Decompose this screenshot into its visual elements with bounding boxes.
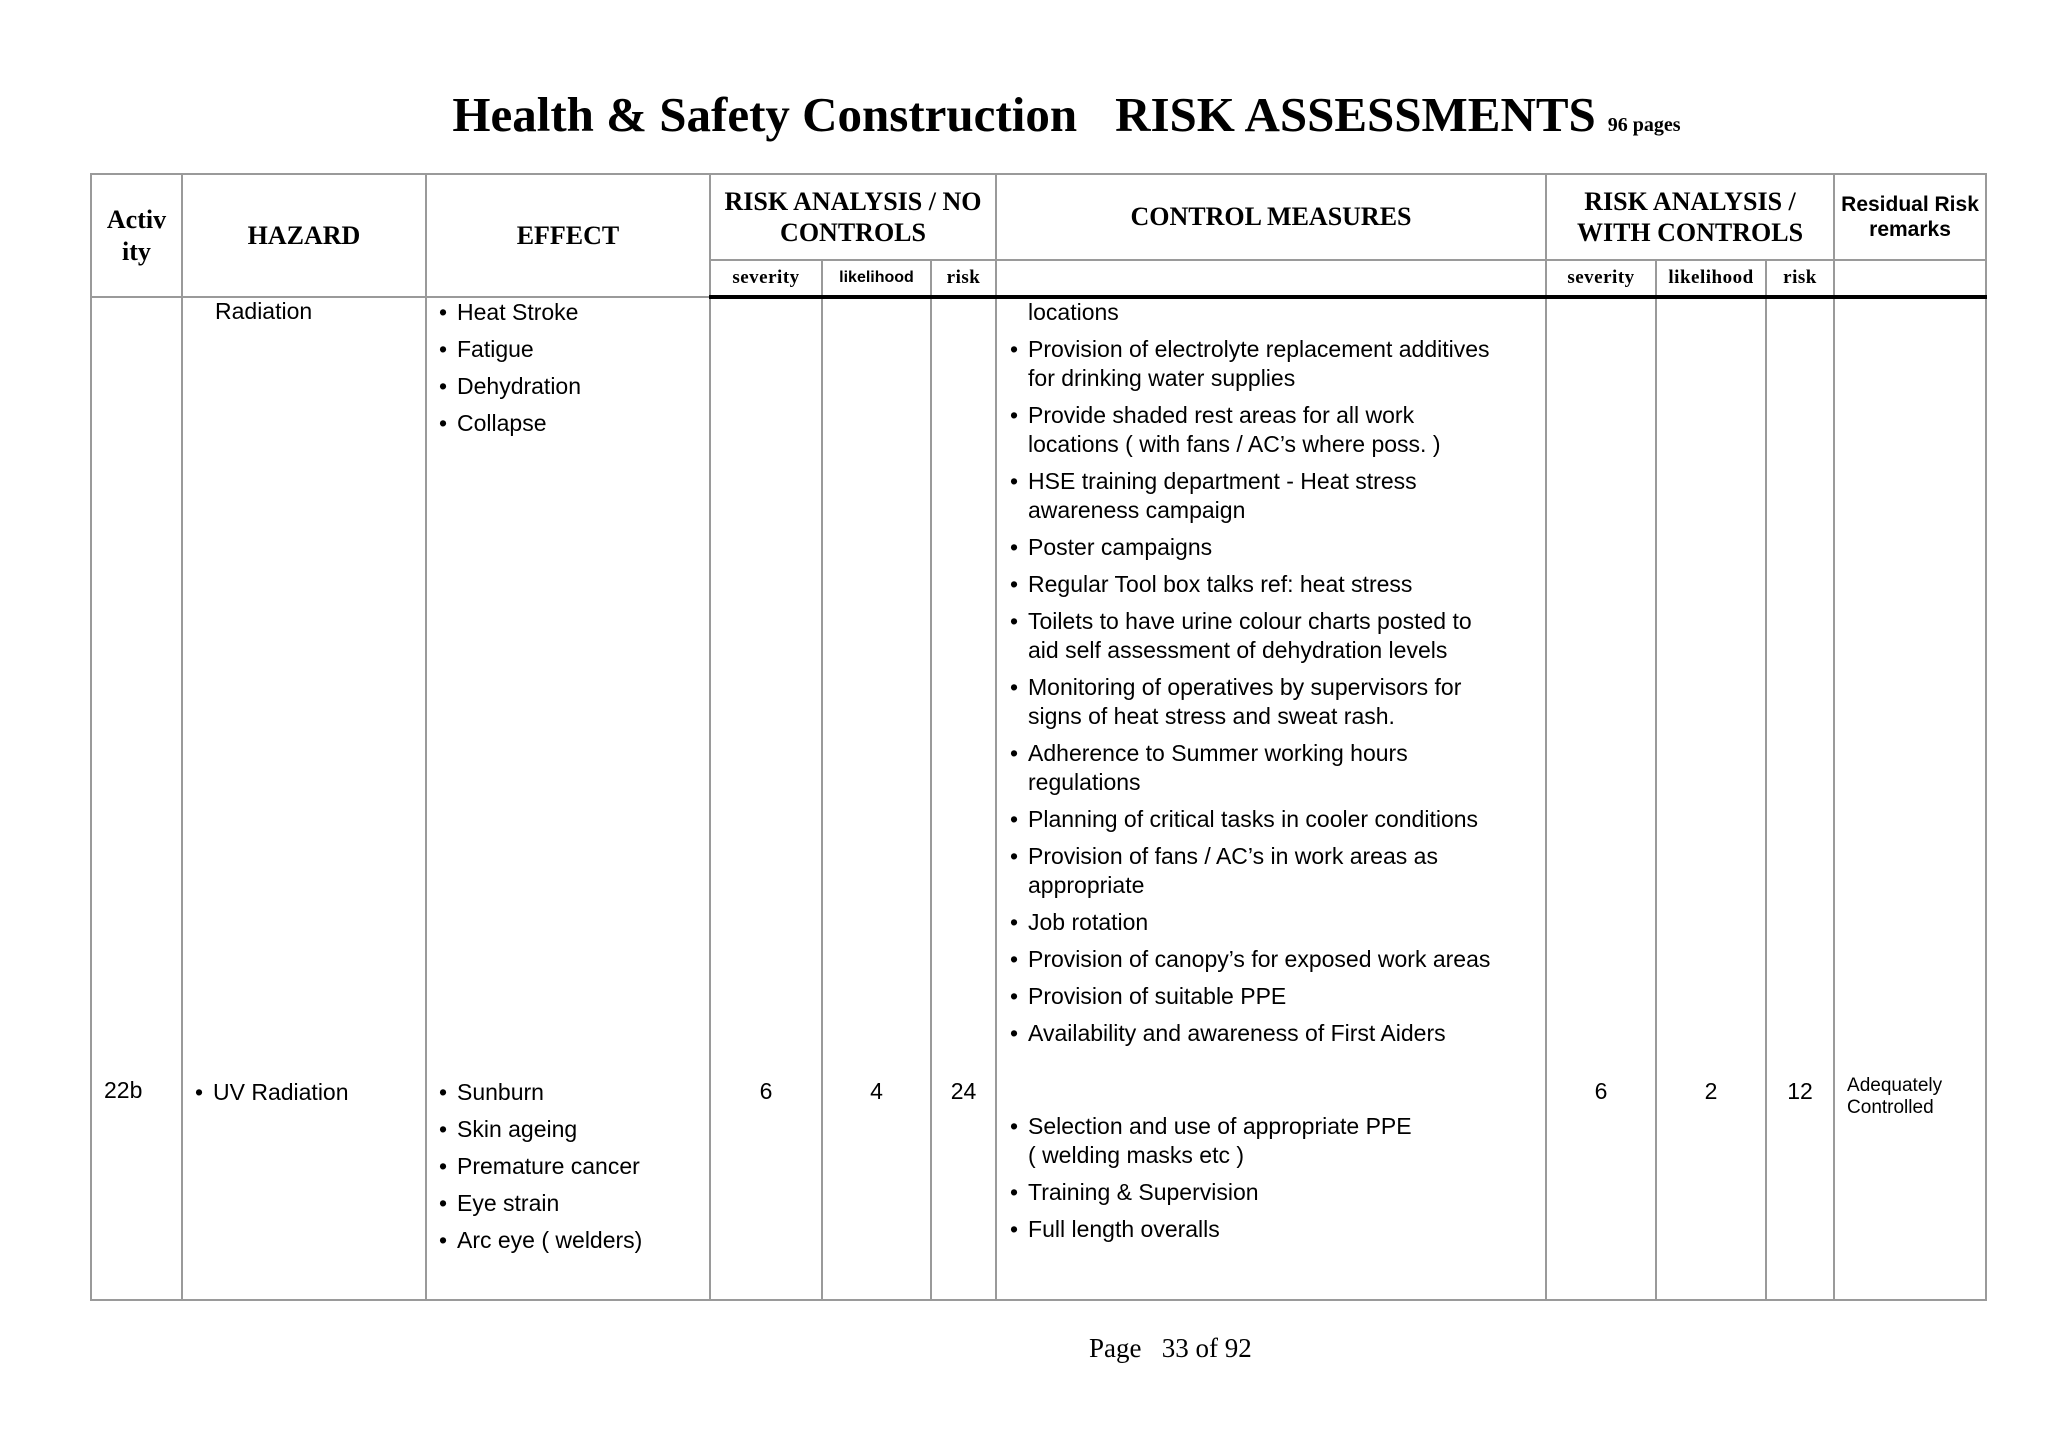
hazard-radiation: Radiation [215, 298, 313, 324]
control-lead-text: locations [1028, 299, 1119, 325]
effect-item: • Fatigue [439, 335, 581, 364]
control-measure-item: • Poster campaigns [1010, 533, 1490, 562]
effect-item: • Heat Stroke [439, 298, 581, 327]
control-measures-subheader [996, 260, 1546, 297]
table-row [91, 297, 1986, 1300]
likelihood-header-with-controls: likelihood [1656, 260, 1766, 297]
document-title [0, 86, 2048, 143]
risk-no-controls: 24 [950, 1078, 977, 1104]
effect-item: • Collapse [439, 409, 581, 438]
residual-remark: Adequately Controlled [1847, 1075, 1943, 1118]
risk-header-no-controls: risk [931, 260, 996, 297]
residual-risk-header: Residual Risk remarks [1834, 174, 1986, 260]
activity-cell [91, 297, 182, 1300]
title-secondary: RISK ASSESSMENTS [1115, 87, 1596, 142]
risk-with-controls-header: RISK ANALYSIS / WITH CONTROLS [1546, 174, 1834, 260]
control-measure-item: • HSE training department - Heat stress awareness campaign [1010, 467, 1490, 525]
control-measure-item: • Toilets to have urine colour charts posted to aid self assessment of dehydration levels [1010, 607, 1490, 665]
effect-cell [426, 297, 710, 1300]
title-main: Health & Safety Construction [452, 87, 1078, 142]
effect-header: EFFECT [426, 174, 710, 297]
severity-with-controls: 6 [1594, 1078, 1608, 1104]
severity-no-controls-cell [710, 297, 822, 1300]
control-measure-item: • Monitoring of operatives by supervisors for signs of heat stress and sweat rash. [1010, 673, 1490, 731]
hazard-header: HAZARD [182, 174, 426, 297]
effect-item: • Skin ageing [439, 1115, 642, 1144]
likelihood-no-controls: 4 [870, 1078, 883, 1104]
control-measure-item: • Planning of critical tasks in cooler conditions [1010, 805, 1490, 834]
likelihood-no-controls-cell [822, 297, 931, 1300]
control-measure-item: • Provision of electrolyte replacement additives for drinking water supplies [1010, 335, 1490, 393]
severity-header-with-controls: severity [1546, 260, 1656, 297]
page-footer [1089, 1333, 1252, 1364]
severity-no-controls: 6 [759, 1078, 773, 1104]
effect-item: • Dehydration [439, 372, 581, 401]
likelihood-header-no-controls: likelihood [822, 260, 931, 297]
control-measures-cell [996, 297, 1546, 1300]
risk-with-controls: 12 [1787, 1078, 1813, 1104]
control-measure-item: • Provision of fans / AC’s in work areas as appropriate [1010, 842, 1490, 900]
effect-item: • Arc eye ( welders) [439, 1226, 642, 1255]
risk-no-controls-header: RISK ANALYSIS / NO CONTROLS [710, 174, 996, 260]
control-measure-item: • Training & Supervision [1010, 1178, 1412, 1207]
likelihood-with-controls: 2 [1704, 1078, 1718, 1104]
severity-with-controls-cell [1546, 297, 1656, 1300]
activity-id: 22b [104, 1077, 143, 1103]
control-measure-item: • Full length overalls [1010, 1215, 1412, 1244]
risk-with-controls-cell [1766, 297, 1834, 1300]
control-measure-item: • Job rotation [1010, 908, 1490, 937]
title-page-count: 96 pages [1607, 114, 1681, 136]
control-measure-item: • Provision of suitable PPE [1010, 982, 1490, 1011]
residual-remarks-cell [1834, 297, 1986, 1300]
control-measure-item: • Provide shaded rest areas for all work locations ( with fans / AC’s where poss. ) [1010, 401, 1490, 459]
effect-item: • Premature cancer [439, 1152, 642, 1181]
severity-header-no-controls: severity [710, 260, 822, 297]
risk-header-with-controls: risk [1766, 260, 1834, 297]
control-measure-item: • Availability and awareness of First Aiders [1010, 1019, 1490, 1048]
hazard-uv-radiation: • UV Radiation [195, 1078, 349, 1107]
page-number: 33 of 92 [1161, 1333, 1252, 1363]
page-label: Page [1089, 1333, 1142, 1363]
effect-item: • Eye strain [439, 1189, 642, 1218]
control-measure-item: • Adherence to Summer working hours regulations [1010, 739, 1490, 797]
control-measure-item: • Regular Tool box talks ref: heat stress [1010, 570, 1490, 599]
control-measure-item: • Selection and use of appropriate PPE ( welding masks etc ) [1010, 1112, 1412, 1170]
residual-subheader [1834, 260, 1986, 297]
risk-no-controls-cell [931, 297, 996, 1300]
activity-header: Activ ity [91, 174, 182, 297]
likelihood-with-controls-cell [1656, 297, 1766, 1300]
effect-item: • Sunburn [439, 1078, 642, 1107]
control-measure-item: • Provision of canopy’s for exposed work areas [1010, 945, 1490, 974]
control-measures-header: CONTROL MEASURES [996, 174, 1546, 260]
hazard-cell [182, 297, 426, 1300]
risk-assessment-table [90, 173, 1987, 1301]
